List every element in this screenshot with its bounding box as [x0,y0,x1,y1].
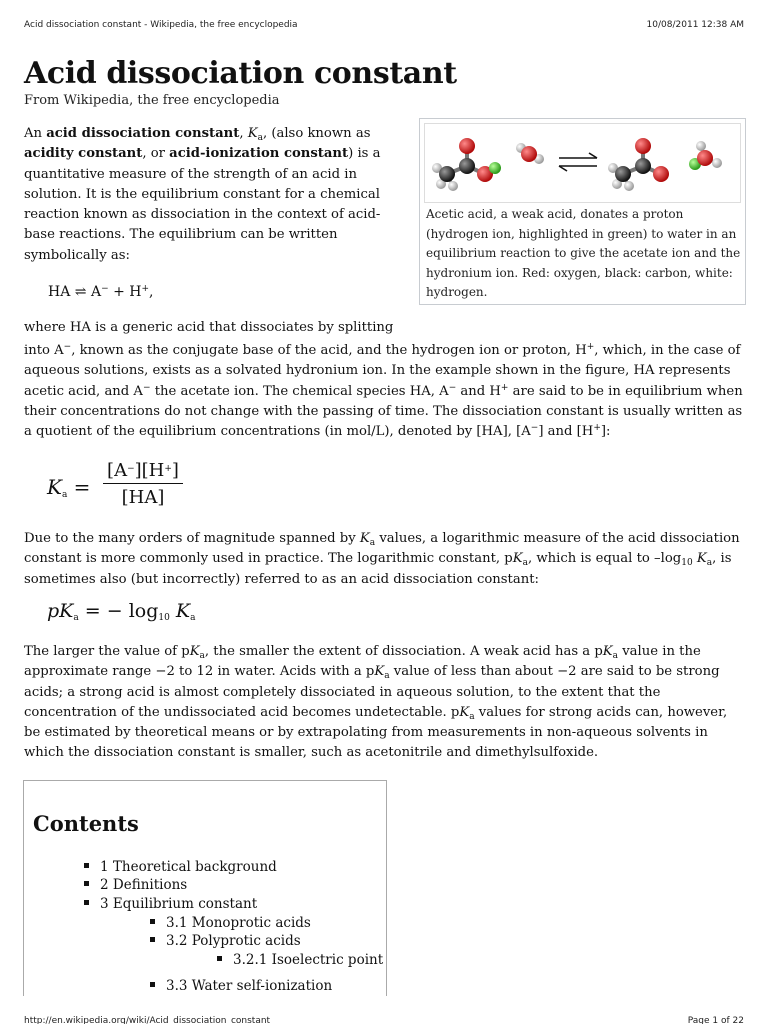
paragraph-pka-strength: The larger the value of $pK_a$, the smaller the extent of dissociation. A weak acid has a $pK_a$ value in the approximate range −2 to 12 in water. Acids with a $pK_a$ value of less than about −2 are said to be strong acids; a strong acid is almost completely dissociated in aqueous solution, to the extent that the concentration of the undissociated acid becomes undetectable. $pK_a$ values for strong acids can, however, be estimated by theoretical means or by extrapolating from measurements in non-aqueous solvents in which the dissociation constant is smaller, such as acetonitrile and dimethylsulfoxide. [24,644,728,761]
equation-pka: $pK_a$ = − $\log_{10} K_a$ [47,600,196,623]
bullet-icon [217,956,222,961]
bullet-icon [150,982,155,987]
toc-item-definitions[interactable]: 2 Definitions [84,877,187,893]
figure-box [419,118,746,305]
bullet-icon [150,919,155,924]
toc-title: Contents [33,811,139,836]
bullet-icon [150,937,155,942]
bullet-icon [84,900,89,905]
equation-dissociation: HA ⇌ A− + H+, [48,284,154,300]
term-acid-ionization-constant: acid-ionization constant [169,146,349,162]
intro-paragraph: An acid dissociation constant, $K_a$, (also known as acidity constant, or acid-ionization constant) is a quantitative measure of the strength of an acid in solution. It is the equilibrium constant for a chemical reaction known as dissociation in the context of acid-base reactions. The equilibrium can be written symbolically as: [24,126,381,263]
toc-item-equilibrium-constant[interactable]: 3 Equilibrium constant [84,896,257,912]
hydronium-ion-molecule [689,141,722,170]
print-header-datetime: 10/08/2011 12:38 AM [646,20,744,30]
term-acid-dissociation-constant: acid dissociation constant [46,126,240,141]
print-footer-page: Page 1 of 22 [687,1016,744,1024]
toc-item-polyprotic-acids[interactable]: 3.2 Polyprotic acids [150,933,301,949]
figure-caption: Acetic acid, a weak acid, donates a proton (hydrogen ion, highlighted in green) to water in an equilibrium reaction to give the acetate ion and the hydronium ion. Red: oxygen, black: carbon, white: hydrogen. [426,207,741,299]
toc-item-theoretical-background[interactable]: 1 Theoretical background [84,859,277,875]
acetic-acid-equilibrium-image[interactable] [424,123,741,203]
page-subtitle: From Wikipedia, the free encyclopedia [24,93,280,108]
paragraph-logarithmic-measure: Due to the many orders of magnitude spanned by $K_a$ values, a logarithmic measure of the acid dissociation constant is more commonly used in practice. The logarithmic constant, $pK_a$, which is equal to $-\log_{10}$ $K_a$, is sometimes also (but incorrectly) referred to as an acid dissociation constant: [24,531,740,587]
print-header-title: Acid dissociation constant - Wikipedia, the free encyclopedia [24,20,298,30]
acetic-acid-molecule [432,138,501,191]
equilibrium-arrows-icon [559,153,597,171]
print-footer-url[interactable]: http://en.wikipedia.org/wiki/Acid_dissociation_constant [24,1016,271,1024]
print-header [24,20,744,34]
acetate-ion-molecule [608,138,669,191]
molecule-illustration [425,124,740,202]
term-acidity-constant: acidity constant [24,146,143,162]
table-of-contents [23,780,387,996]
bullet-icon [84,881,89,886]
paragraph-generic-acid-first-line: where HA is a generic acid that dissociates by splitting [24,320,394,335]
bullet-icon [84,863,89,868]
paragraph-generic-acid: into A−, known as the conjugate base of the acid, and the hydrogen ion or proton, H+, which, in the case of aqueous solutions, exists as a solvated hydronium ion. In the example shown in the figure, HA represents acetic acid, and A− the acetate ion. The chemical species HA, A− and H+ are said to be in equilibrium when their concentrations do not change with the passing of time. The dissociation constant is usually written as a quotient of the equilibrium concentrations (in mol/L), denoted by [HA], [A−] and [H+]: [24,342,743,440]
water-molecule [516,143,544,164]
print-footer [24,1014,744,1024]
toc-item-water-self-ionization[interactable]: 3.3 Water self-ionization [150,978,332,994]
toc-item-isoelectric-point[interactable]: 3.2.1 Isoelectric point [217,952,383,968]
toc-item-monoprotic-acids[interactable]: 3.1 Monoprotic acids [150,915,311,931]
page-title: Acid dissociation constant [24,56,457,91]
